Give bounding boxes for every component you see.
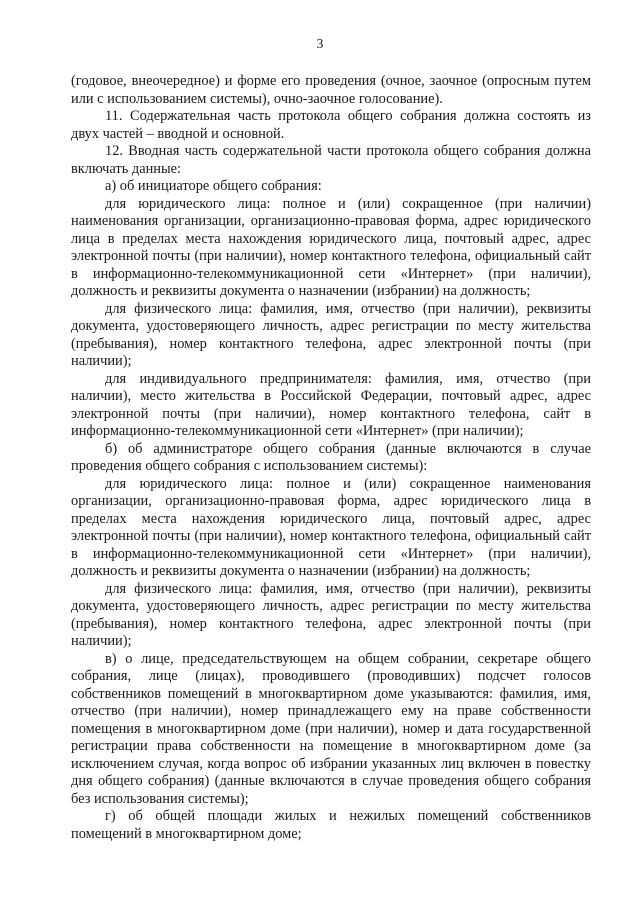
paragraph-item-12: 12. Вводная часть содержательной части протокола общего собрания должна включать данные: bbox=[71, 143, 591, 177]
paragraph-item-12a: а) об инициаторе общего собрания: bbox=[105, 178, 322, 194]
paragraph-admin-individual: для физического лица: фамилия, имя, отчество (при наличии), реквизиты документа, удостоверяющего личность, адрес регистрации по месту жительства (пребывания), номер контактного телефона, адрес электронной почты (при наличии); bbox=[71, 580, 591, 649]
paragraph-admin-legal-entity: для юридического лица: полное и (или) сокращенное наименования организации, организационно-правовая форма, адрес юридического лица в пределах места нахождения юридического лица, почтовый адрес, адрес электронной почты (при наличии), номер контактного телефона, официальный сайт в информационно-телекоммуникационной сети «Интернет» (при наличии), должность и реквизиты документа о назначении (избрании) на должность; bbox=[71, 475, 591, 579]
paragraph-initiator-entrepreneur: для индивидуального предпринимателя: фамилия, имя, отчество (при наличии), место жительства в Российской Федерации, почтовый адрес, адрес электронной почты (при наличии), номер контактного телефона, сайт в информационно-телекоммуникационной сети «Интернет» (при наличии); bbox=[71, 370, 591, 439]
document-body bbox=[71, 73, 591, 843]
paragraph-intro-continuation: (годовое, внеочередное) и форме его проведения (очное, заочное (опросным путем или с использованием системы), очно-заочное голосование). bbox=[71, 73, 591, 107]
page-number: 3 bbox=[316, 36, 324, 51]
paragraph-initiator-individual: для физического лица: фамилия, имя, отчество (при наличии), реквизиты документа, удостоверяющего личность, адрес регистрации по месту жительства (пребывания), номер контактного телефона, адрес электронной почты (при наличии); bbox=[71, 300, 591, 369]
paragraph-item-12b: б) об администраторе общего собрания (данные включаются в случае проведения общего собрания с использованием системы): bbox=[71, 440, 591, 474]
paragraph-item-12v: в) о лице, председательствующем на общем собрании, секретаре общего собрания, лице (лицах), проводившего (проводивших) подсчет голосов собственников помещений в многоквартирном доме указываются: фамилия, имя, отчество (при наличии), номер принадлежащего ему на праве собственности помещения в многоквартирном доме (при наличии), номер и дата государственной регистрации права собственности на помещение в многоквартирном доме (за исключением случая, когда вопрос об избрании указанных лиц включен в повестку дня общего собрания) (данные включаются в случае проведения общего собрания без использования системы); bbox=[71, 650, 591, 807]
paragraph-item-11: 11. Содержательная часть протокола общего собрания должна состоять из двух частей – вводной и основной. bbox=[71, 108, 591, 142]
paragraph-initiator-legal-entity: для юридического лица: полное и (или) сокращенное (при наличии) наименования организации, организационно-правовая форма, адрес юридического лица в пределах места нахождения юридического лица, почтовый адрес, адрес электронной почты (при наличии), номер контактного телефона, официальный сайт в информационно-телекоммуникационной сети «Интернет» (при наличии), должность и реквизиты документа о назначении (избрании) на должность; bbox=[71, 195, 591, 299]
paragraph-item-12g: г) об общей площади жилых и нежилых помещений собственников помещений в многоквартирном доме; bbox=[71, 808, 591, 842]
